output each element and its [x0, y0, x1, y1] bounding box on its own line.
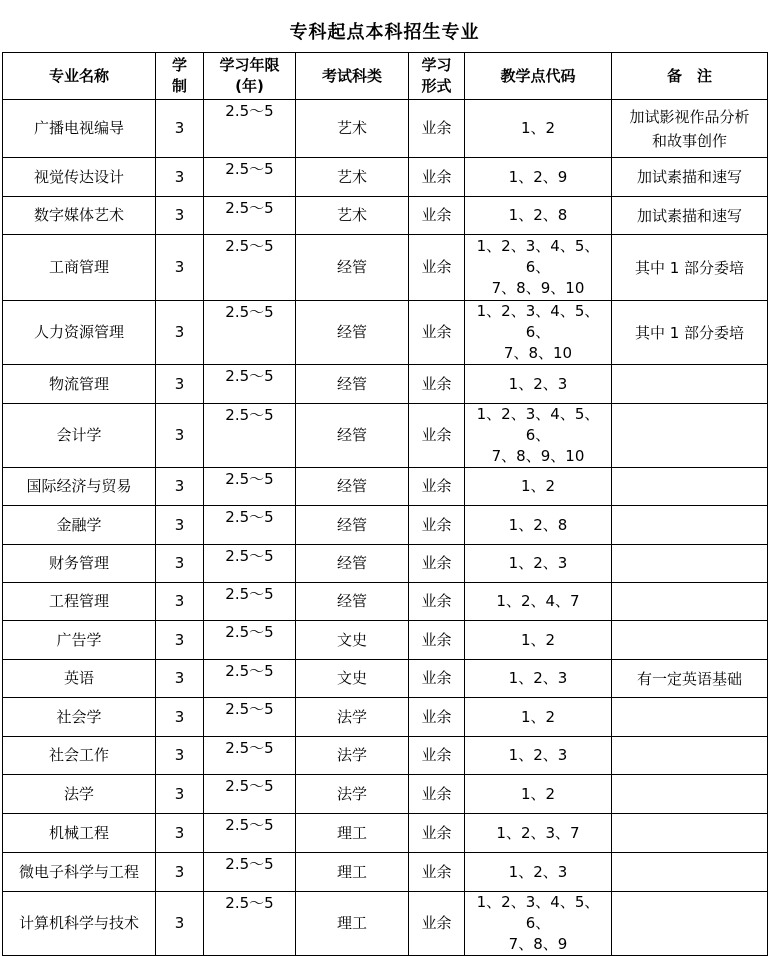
header-remark: 备 注 — [612, 53, 768, 100]
cell-form: 业余 — [409, 583, 465, 621]
cell-exam: 文史 — [296, 621, 409, 660]
table-row — [3, 814, 768, 853]
cell-remark — [612, 545, 768, 583]
cell-form: 业余 — [409, 814, 465, 853]
cell-system: 3 — [156, 365, 204, 404]
cell-exam: 经管 — [296, 404, 409, 468]
table-row — [3, 775, 768, 814]
cell-remark: 加试素描和速写 — [612, 158, 768, 197]
cell-form: 业余 — [409, 853, 465, 892]
cell-code: 1、2、3 — [465, 545, 612, 583]
cell-years: 2.5～5 — [204, 660, 296, 698]
cell-years: 2.5～5 — [204, 404, 296, 468]
table-row — [3, 698, 768, 737]
cell-exam: 法学 — [296, 737, 409, 775]
cell-system: 3 — [156, 235, 204, 301]
cell-system: 3 — [156, 583, 204, 621]
cell-remark — [612, 775, 768, 814]
table-row — [3, 197, 768, 235]
table-row — [3, 621, 768, 660]
page-title: 专科起点本科招生专业 — [289, 22, 480, 43]
cell-system: 3 — [156, 468, 204, 506]
cell-form: 业余 — [409, 158, 465, 197]
cell-remark — [612, 737, 768, 775]
cell-code: 1、2、8 — [465, 197, 612, 235]
table-row — [3, 583, 768, 621]
table-row — [3, 365, 768, 404]
cell-system: 3 — [156, 621, 204, 660]
cell-remark — [612, 365, 768, 404]
cell-years: 2.5～5 — [204, 621, 296, 660]
table-row — [3, 545, 768, 583]
table-row — [3, 404, 768, 468]
cell-code: 1、2、3、4、5、6、 7、8、9 — [465, 892, 612, 956]
cell-years: 2.5～5 — [204, 100, 296, 158]
cell-years: 2.5～5 — [204, 365, 296, 404]
cell-form: 业余 — [409, 404, 465, 468]
cell-major: 国际经济与贸易 — [3, 468, 156, 506]
cell-form: 业余 — [409, 892, 465, 956]
cell-remark: 加试素描和速写 — [612, 197, 768, 235]
cell-system: 3 — [156, 158, 204, 197]
header-years: 学习年限 (年) — [204, 53, 296, 100]
cell-years: 2.5～5 — [204, 197, 296, 235]
cell-code: 1、2、3 — [465, 853, 612, 892]
cell-exam: 理工 — [296, 814, 409, 853]
cell-major: 社会学 — [3, 698, 156, 737]
cell-exam: 经管 — [296, 301, 409, 365]
cell-exam: 经管 — [296, 468, 409, 506]
cell-form: 业余 — [409, 235, 465, 301]
table-row — [3, 737, 768, 775]
cell-major: 人力资源管理 — [3, 301, 156, 365]
cell-form: 业余 — [409, 365, 465, 404]
table-row — [3, 158, 768, 197]
cell-form: 业余 — [409, 100, 465, 158]
cell-code: 1、2 — [465, 100, 612, 158]
cell-remark: 其中 1 部分委培 — [612, 301, 768, 365]
cell-remark — [612, 621, 768, 660]
cell-major: 社会工作 — [3, 737, 156, 775]
cell-system: 3 — [156, 814, 204, 853]
cell-major: 财务管理 — [3, 545, 156, 583]
cell-major: 物流管理 — [3, 365, 156, 404]
cell-years: 2.5～5 — [204, 583, 296, 621]
cell-form: 业余 — [409, 301, 465, 365]
table-row — [3, 100, 768, 158]
cell-form: 业余 — [409, 698, 465, 737]
cell-code: 1、2、3、4、5、6、 7、8、9、10 — [465, 235, 612, 301]
cell-remark — [612, 892, 768, 956]
cell-remark — [612, 506, 768, 545]
cell-major: 金融学 — [3, 506, 156, 545]
cell-form: 业余 — [409, 468, 465, 506]
cell-code: 1、2、4、7 — [465, 583, 612, 621]
cell-code: 1、2、3、4、5、6、 7、8、9、10 — [465, 404, 612, 468]
table-row — [3, 468, 768, 506]
cell-years: 2.5～5 — [204, 853, 296, 892]
cell-exam: 艺术 — [296, 197, 409, 235]
cell-years: 2.5～5 — [204, 235, 296, 301]
cell-system: 3 — [156, 301, 204, 365]
cell-remark — [612, 853, 768, 892]
cell-system: 3 — [156, 506, 204, 545]
cell-years: 2.5～5 — [204, 506, 296, 545]
cell-system: 3 — [156, 100, 204, 158]
cell-major: 法学 — [3, 775, 156, 814]
cell-exam: 艺术 — [296, 100, 409, 158]
cell-years: 2.5～5 — [204, 468, 296, 506]
cell-exam: 经管 — [296, 506, 409, 545]
cell-remark: 有一定英语基础 — [612, 660, 768, 698]
cell-system: 3 — [156, 853, 204, 892]
cell-code: 1、2、3 — [465, 660, 612, 698]
cell-remark — [612, 698, 768, 737]
cell-exam: 理工 — [296, 892, 409, 956]
cell-major: 机械工程 — [3, 814, 156, 853]
cell-years: 2.5～5 — [204, 698, 296, 737]
cell-code: 1、2 — [465, 698, 612, 737]
cell-system: 3 — [156, 737, 204, 775]
cell-exam: 经管 — [296, 545, 409, 583]
cell-exam: 艺术 — [296, 158, 409, 197]
cell-major: 英语 — [3, 660, 156, 698]
table-row — [3, 506, 768, 545]
header-system: 学 制 — [156, 53, 204, 100]
header-major: 专业名称 — [3, 53, 156, 100]
cell-remark: 加试影视作品分析 和故事创作 — [612, 100, 768, 158]
cell-exam: 理工 — [296, 853, 409, 892]
cell-system: 3 — [156, 698, 204, 737]
cell-form: 业余 — [409, 506, 465, 545]
cell-code: 1、2 — [465, 468, 612, 506]
table-row — [3, 892, 768, 956]
cell-code: 1、2、3 — [465, 365, 612, 404]
header-exam: 考试科类 — [296, 53, 409, 100]
cell-form: 业余 — [409, 775, 465, 814]
cell-remark: 其中 1 部分委培 — [612, 235, 768, 301]
cell-exam: 文史 — [296, 660, 409, 698]
cell-exam: 经管 — [296, 235, 409, 301]
cell-major: 广告学 — [3, 621, 156, 660]
cell-form: 业余 — [409, 660, 465, 698]
cell-remark — [612, 583, 768, 621]
cell-remark — [612, 468, 768, 506]
cell-form: 业余 — [409, 545, 465, 583]
cell-code: 1、2、3、4、5、6、 7、8、10 — [465, 301, 612, 365]
cell-system: 3 — [156, 892, 204, 956]
cell-years: 2.5～5 — [204, 545, 296, 583]
cell-years: 2.5～5 — [204, 775, 296, 814]
cell-major: 计算机科学与技术 — [3, 892, 156, 956]
cell-major: 广播电视编导 — [3, 100, 156, 158]
table-row — [3, 853, 768, 892]
cell-years: 2.5～5 — [204, 737, 296, 775]
header-code: 教学点代码 — [465, 53, 612, 100]
cell-exam: 经管 — [296, 583, 409, 621]
cell-years: 2.5～5 — [204, 892, 296, 956]
cell-major: 工商管理 — [3, 235, 156, 301]
cell-remark — [612, 404, 768, 468]
cell-code: 1、2、3、7 — [465, 814, 612, 853]
cell-code: 1、2、8 — [465, 506, 612, 545]
cell-major: 视觉传达设计 — [3, 158, 156, 197]
table-header-row — [3, 53, 768, 100]
cell-remark — [612, 814, 768, 853]
cell-code: 1、2 — [465, 775, 612, 814]
cell-exam: 法学 — [296, 698, 409, 737]
majors-table — [2, 52, 768, 956]
cell-major: 微电子科学与工程 — [3, 853, 156, 892]
cell-code: 1、2 — [465, 621, 612, 660]
cell-code: 1、2、9 — [465, 158, 612, 197]
cell-years: 2.5～5 — [204, 158, 296, 197]
cell-exam: 法学 — [296, 775, 409, 814]
cell-system: 3 — [156, 660, 204, 698]
cell-major: 工程管理 — [3, 583, 156, 621]
cell-years: 2.5～5 — [204, 301, 296, 365]
cell-form: 业余 — [409, 737, 465, 775]
cell-major: 数字媒体艺术 — [3, 197, 156, 235]
cell-form: 业余 — [409, 197, 465, 235]
cell-code: 1、2、3 — [465, 737, 612, 775]
cell-system: 3 — [156, 545, 204, 583]
cell-system: 3 — [156, 404, 204, 468]
table-row — [3, 301, 768, 365]
table-row — [3, 235, 768, 301]
cell-system: 3 — [156, 775, 204, 814]
header-form: 学习 形式 — [409, 53, 465, 100]
cell-system: 3 — [156, 197, 204, 235]
cell-major: 会计学 — [3, 404, 156, 468]
cell-form: 业余 — [409, 621, 465, 660]
table-row — [3, 660, 768, 698]
cell-years: 2.5～5 — [204, 814, 296, 853]
cell-exam: 经管 — [296, 365, 409, 404]
